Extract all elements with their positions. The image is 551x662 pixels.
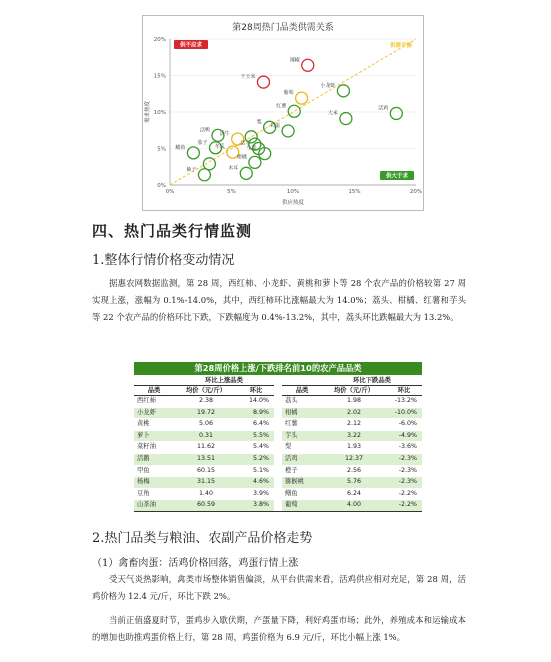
table-row	[134, 465, 422, 477]
point-label: 生姜	[246, 145, 257, 152]
cell-down-name: 芋头	[282, 430, 322, 442]
point-label: 葡萄	[283, 90, 294, 97]
cell-up-name: 活鹅	[134, 453, 174, 465]
cell-down-change: -10.0%	[386, 407, 422, 419]
cell-down-price: 2.56	[322, 465, 386, 477]
point-label: 活牛	[219, 131, 230, 138]
cell-up-name: 豆角	[134, 488, 174, 500]
cell-down-change: -3.6%	[386, 442, 422, 454]
cell-up-price: 11.62	[174, 442, 238, 454]
point-label: 活羊	[240, 140, 251, 147]
section-heading: 四、热门品类行情监测	[92, 222, 253, 240]
cell-down-name: 鳝鱼	[282, 488, 322, 500]
cell-down-price: 4.00	[322, 500, 386, 512]
cell-down-name: 荔头	[282, 396, 322, 408]
cell-down-price: 2.02	[322, 407, 386, 419]
cell-down-price: 6.24	[322, 488, 386, 500]
cell-up-name: 杨梅	[134, 477, 174, 489]
table-body	[134, 396, 422, 512]
point-label: 鳝鱼	[175, 144, 186, 151]
cell-up-name: 菜籽油	[134, 442, 174, 454]
x-tick-label: 20%	[409, 189, 423, 195]
point-label: 小龙虾	[320, 82, 336, 89]
cell-up-change: 6.4%	[238, 419, 274, 431]
y-tick-label: 0%	[157, 183, 166, 189]
subheading-price-trend: 2.热门品类与粮油、农副产品价格走势	[92, 531, 313, 546]
cell-up-price: 0.31	[174, 430, 238, 442]
point-label: 鸡蛋	[270, 122, 281, 129]
chart-ylabel: 需求热度	[145, 100, 151, 124]
point-label: 梨	[256, 119, 262, 126]
cell-down-change: -2.3%	[386, 477, 422, 489]
y-tick-label: 10%	[153, 110, 166, 116]
cell-up-price: 2.38	[174, 396, 238, 408]
col-header-name: 品类	[282, 386, 322, 396]
cell-up-name: 甲鱼	[134, 465, 174, 477]
cell-down-price: 5.76	[322, 477, 386, 489]
point-label: 柑橘	[236, 154, 247, 161]
label-balance: 供需平衡	[389, 43, 412, 49]
paragraph-price-overview: 据惠农网数据监测，第 28 周，西红柿、小龙虾、黄桃和萝卜等 28 个农产品的价格较第 27 周实现上涨，涨幅为 0.1%-14.0%，其中，西红柿环比涨幅最大为 14.0%；荔头、柑橘、红薯和芋头等 22 个农产品的价格环比下跌，下跌幅度为 0.4%-13.2%，其中，荔头环比跌幅最大为 13.2%。	[92, 278, 466, 322]
cell-down-name: 葡萄	[282, 500, 322, 512]
supply-demand-chart	[142, 15, 424, 211]
cell-down-name: 柑橘	[282, 407, 322, 419]
cell-down-change: -2.3%	[386, 453, 422, 465]
cell-up-change: 5.5%	[238, 430, 274, 442]
table-row	[134, 396, 422, 408]
cell-up-name: 小龙虾	[134, 407, 174, 419]
y-tick-label: 5%	[157, 146, 166, 153]
cell-up-price: 19.72	[174, 407, 238, 419]
cell-down-change: -2.3%	[386, 465, 422, 477]
cell-up-change: 8.9%	[238, 407, 274, 419]
cell-down-name: 梨	[282, 442, 322, 454]
cell-down-name: 红薯	[282, 419, 322, 431]
col-header-change: 环比	[386, 386, 422, 396]
cell-down-change: -2.2%	[386, 500, 422, 512]
cell-up-price: 60.59	[174, 500, 238, 512]
cell-up-price: 13.51	[174, 453, 238, 465]
cell-up-change: 5.1%	[238, 465, 274, 477]
point-label: 柚子	[186, 166, 197, 173]
point-label: 茄子	[197, 139, 208, 146]
cell-down-change: -13.2%	[386, 396, 422, 408]
cell-down-name: 活鸡	[282, 453, 322, 465]
table-title: 第28周价格上涨/下跌排名前10的农产品品类	[134, 362, 422, 376]
paragraph-chicken: 受天气炎热影响，禽类市场整体销售偏淡，从平台供需来看，活鸡供应相对充足，第 28 周，活鸡价格为 12.4 元/斤，环比下跌 2%。	[92, 574, 466, 601]
cell-up-change: 5.4%	[238, 442, 274, 454]
cell-down-price: 2.12	[322, 419, 386, 431]
cell-down-change: -2.2%	[386, 488, 422, 500]
point-label: 辣椒	[289, 57, 300, 64]
cell-down-name: 猕猴桃	[282, 477, 322, 489]
cell-up-name: 萝卜	[134, 430, 174, 442]
point-label: 冬瓜	[214, 144, 225, 151]
price-ranking-table	[134, 362, 422, 512]
paragraph-eggs: 当前正值盛夏时节，蛋鸡步入歇伏期，产蛋量下降，利好鸡蛋市场；此外，养殖成本和运输成本的增加也助推鸡蛋价格上行，第 28 周，鸡蛋价格为 6.9 元/斤，环比小幅上涨 1%。	[92, 615, 466, 642]
table-row	[134, 419, 422, 431]
down-group-label: 环比下跌品类	[322, 376, 422, 386]
chart-xlabel: 供应热度	[281, 200, 305, 206]
table-row	[134, 430, 422, 442]
subheading-poultry: （1）禽畜肉蛋：活鸡价格回落，鸡蛋行情上涨	[92, 558, 299, 569]
cell-up-price: 5.06	[174, 419, 238, 431]
chart-title: 第28周热门品类供需关系	[232, 23, 334, 33]
point-label: 大米	[327, 110, 338, 117]
cell-down-change: -4.9%	[386, 430, 422, 442]
cell-up-change: 14.0%	[238, 396, 274, 408]
point-label: 活鸡	[378, 105, 389, 112]
cell-up-change: 4.6%	[238, 477, 274, 489]
x-tick-label: 15%	[348, 189, 361, 195]
x-tick-label: 10%	[286, 189, 300, 195]
table-row	[134, 488, 422, 500]
col-header-change: 环比	[238, 386, 274, 396]
col-header-price: 均价（元/斤）	[174, 386, 238, 396]
badge-short-supply: 供不应求	[179, 42, 203, 49]
cell-down-price: 12.37	[322, 453, 386, 465]
point-label: 干玉米	[240, 74, 256, 81]
cell-up-change: 5.2%	[238, 453, 274, 465]
cell-down-change: -6.0%	[386, 419, 422, 431]
x-tick-label: 0%	[165, 189, 175, 195]
x-tick-label: 5%	[227, 189, 236, 195]
table-row	[134, 453, 422, 465]
table-row	[134, 442, 422, 454]
subheading-overall-price: 1.整体行情价格变动情况	[92, 253, 235, 268]
cell-down-price: 3.22	[322, 430, 386, 442]
point-label: 木耳	[228, 165, 239, 172]
cell-up-price: 1.40	[174, 488, 238, 500]
y-tick-label: 15%	[153, 73, 166, 80]
cell-up-name: 黄桃	[134, 419, 174, 431]
point-label: 红薯	[276, 103, 287, 110]
col-header-price: 均价（元/斤）	[322, 386, 386, 396]
table-row	[134, 407, 422, 419]
cell-down-name: 橙子	[282, 465, 322, 477]
cell-up-name: 西红柿	[134, 396, 174, 408]
y-tick-label: 20%	[153, 37, 166, 43]
chart-svg	[142, 15, 424, 211]
point-label: 活鸭	[199, 127, 210, 134]
cell-up-change: 3.9%	[238, 488, 274, 500]
table-row	[134, 500, 422, 512]
cell-down-price: 1.98	[322, 396, 386, 408]
up-group-label: 环比上涨品类	[174, 376, 274, 386]
cell-up-price: 60.15	[174, 465, 238, 477]
badge-oversupply: 供大于求	[385, 173, 409, 180]
cell-up-name: 山茶油	[134, 500, 174, 512]
col-header-name: 品类	[134, 386, 174, 396]
cell-down-price: 1.93	[322, 442, 386, 454]
cell-up-price: 31.15	[174, 477, 238, 489]
table-row	[134, 477, 422, 489]
cell-up-change: 3.8%	[238, 500, 274, 512]
